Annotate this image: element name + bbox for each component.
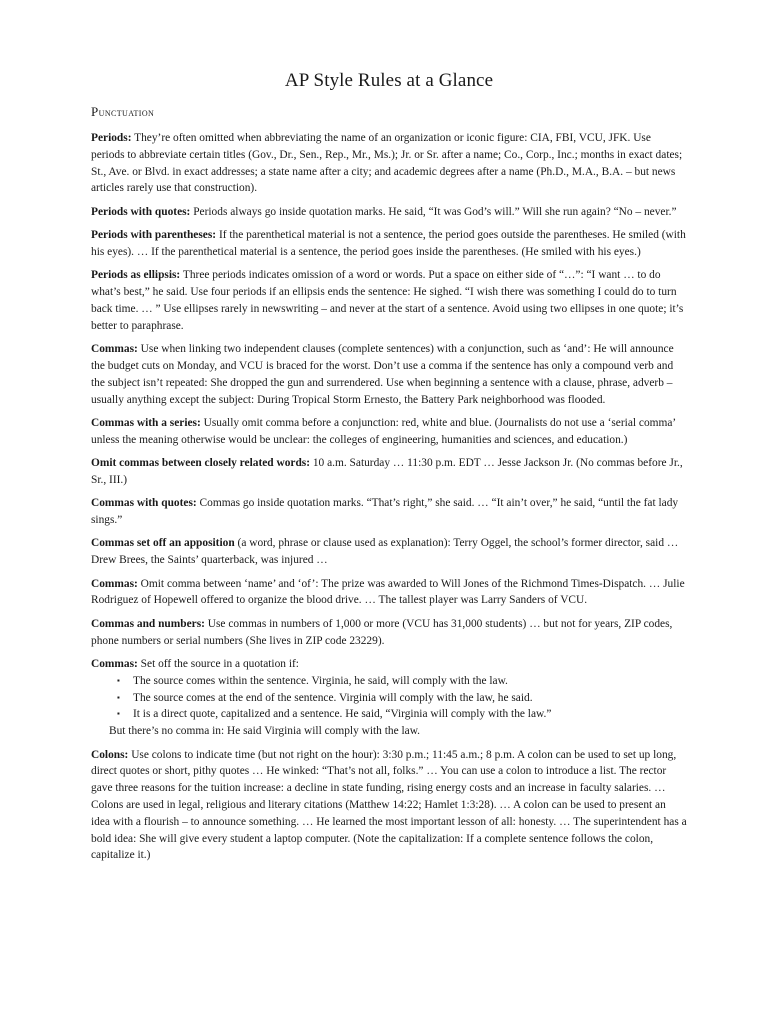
rule-periods-as-ellipsis [91,267,687,334]
rule-text: Use colons to indicate time (but not right on the hour): 3:30 p.m.; 11:45 a.m.; 8 p.m. A colon can be used to set up long, direct quotes or short, pithy quotes … He winked: “That’s not all, folks.” … You can use a colon to introduce a list. The rector gave three reasons for the tuition increase: a decline in state funding, rising energy costs and an increase in faculty salaries. … Colons are used in legal, religious and literary citations (Matthew 14:22; Hamlet 1:3:28). … A colon can be used to present an idea with a flourish – to announce something. … He learned the most important lesson of all: honesty. … The superintendent has a bold idea: She will give every student a laptop computer. (Note the capitalization: If a complete sentence follows the colon, capitalize it.) [91,748,687,862]
list-item-text: The source comes within the sentence. Virginia, he said, will comply with the law. [133,674,508,687]
document-page [91,70,687,871]
rule-term: Commas: [91,577,138,590]
rule-term: Periods as ellipsis: [91,269,181,282]
rule-commas-independent-clauses [91,341,687,408]
list-item [117,673,687,690]
rule-term: Periods with parentheses: [91,229,217,242]
list-item-text: It is a direct quote, capitalized and a sentence. He said, “Virginia will comply with the law.” [133,708,552,721]
rule-term: Commas with quotes: [91,497,197,510]
rule-commas-and-numbers [91,616,687,650]
page-title: AP Style Rules at a Glance [284,70,494,91]
list-item [117,706,687,723]
rule-text: Three periods indicates omission of a word or words. Put a space on either side of “…”: “I want … to do what’s best,” he said. Use four periods if an ellipsis ends the sentence: He sighed. “I wish there was something I could do to turn back time. … ” Use ellipses rarely in newswriting – and never at the start of a sentence. Avoid using two ellipses in one quote; it’s better to paraphrase. [91,269,684,332]
list-item-text: The source comes at the end of the sentence. Virginia will comply with the law, he said. [133,691,533,704]
rule-text: Omit comma between ‘name’ and ‘of’: The prize was awarded to Will Jones of the Richmond Times-Dispatch. … Julie Rodriguez of Hopewell offered to organize the blood drive. … The tallest player was Larry Sanders of VCU. [91,577,685,607]
rule-term: Commas set off an apposition [91,537,235,550]
rule-term: Commas with a series: [91,416,201,429]
rule-text: If the parenthetical material is not a sentence, the period goes outside the parentheses. He smiled (with his eyes). … If the parenthetical material is a sentence, the period goes inside the parentheses. (He smiled with his eyes.) [91,229,686,258]
rule-text: Periods always go inside quotation marks. He said, “It was God’s will.” Will she run again? “No – never.” [190,205,677,218]
square-bullet-icon: ▪ [117,709,120,719]
list-item [117,690,687,707]
rule-term: Commas: [91,658,138,671]
rule-text: Set off the source in a quotation if: [137,658,299,671]
rule-term: Periods with quotes: [91,205,191,218]
section-heading-punctuation [91,104,687,120]
rule-text: 10 a.m. Saturday … 11:30 p.m. EDT … Jesse Jackson Jr. (No commas before Jr., Sr., III.) [91,457,683,486]
rule-commas-with-quotes [91,495,687,529]
rule-term: Omit commas between closely related words: [91,457,311,470]
rule-text: Commas go inside quotation marks. “That’s right,” she said. … “It ain’t over,” he said, “until the fat lady sings.” [91,497,679,527]
rule-text: Use when linking two independent clauses (complete sentences) with a conjunction, such as ‘and’: He will announce the budget cuts on Monday, and VCU is braced for the worst. Don’t use a comma if the sentence has only a compound verb and the subject isn’t repeated: She dropped the gun and surrendered. Use when beginning a sentence with a clause, phrase, adverb – usually anything except the subject: During Tropical Storm Ernesto, the Battery Park neighborhood was flooded. [91,343,674,406]
rule-commas-quotation-source [91,656,687,673]
section-heading-initial: P [91,104,99,119]
square-bullet-icon: ▪ [117,692,120,702]
square-bullet-icon: ▪ [117,675,120,685]
no-comma-note: But there’s no comma in: He said Virginia will comply with the law. [109,725,421,738]
rule-text: Usually omit comma before a conjunction: red, white and blue. (Journalists do not use a ‘serial comma’ unless the meaning otherwise would be unclear: the colleges of engineering, humanities and sciences, and education.) [91,416,676,446]
rule-commas-apposition [91,535,687,569]
rule-term: Colons: [91,748,129,761]
rule-commas-name-of [91,576,687,610]
section-heading-rest: unctuation [98,107,155,119]
rule-periods-with-parentheses [91,227,687,261]
rule-text: (a word, phrase or clause used as explanation): Terry Oggel, the school’s former director, said … Drew Brees, the Saints’ quarterback, was injured … [91,537,679,567]
rule-text: Use commas in numbers of 1,000 or more (VCU has 31,000 students) … but not for years, ZIP codes, phone numbers or serial numbers (She lives in ZIP code 23229). [91,617,673,647]
rule-commas-with-series [91,415,687,449]
rule-term: Periods: [91,132,132,144]
rule-term: Commas: [91,343,138,356]
rule-omit-commas-related-words [91,455,687,489]
rule-text: They’re often omitted when abbreviating the name of an organization or iconic figure: CIA, FBI, VCU, JFK. Use periods to abbreviate certain titles (Gov., Dr., Sen., Rep., Mr., Ms.); Jr. or Sr. after a name; Co., Corp., Inc.; months in exact dates; St., Ave. or Blvd. in exact addresses; a state name after a city; and academic degrees after a name (Ph.D., M.A., B.A. – but news articles rarely use that construction). [91,132,683,195]
rule-term: Commas and numbers: [91,617,205,630]
rule-periods [91,130,687,197]
quotation-source-list [91,673,687,723]
rule-colons [91,747,687,865]
rule-periods-with-quotes [91,204,687,221]
